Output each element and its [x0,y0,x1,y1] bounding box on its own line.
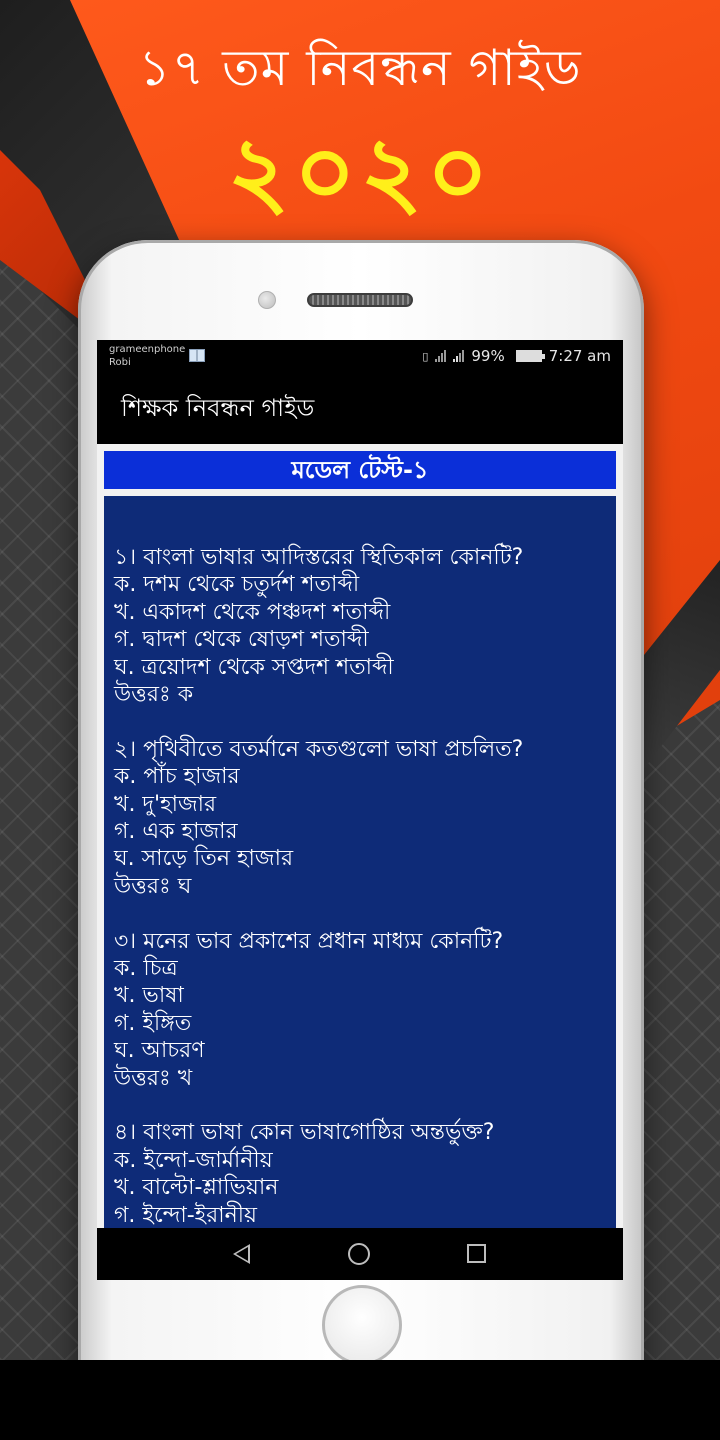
promo-year: ২০২০ [227,116,493,228]
phone-screen [97,340,623,1280]
option-d: ঘ. ত্রয়োদশ থেকে সপ্তদশ শতাব্দী [114,654,394,680]
carrier-name-2: Robi [109,357,131,368]
option-b: খ. বাল্টো-শ্লাভিয়ান [114,1175,279,1201]
option-a: ক. চিত্র [114,956,178,982]
battery-percent: 99% [471,347,505,365]
carrier-info [109,343,185,369]
carrier-name-1: grameenphone [109,344,186,355]
book-notification-icon [189,349,205,362]
signal-icon [435,350,446,362]
front-camera [258,291,276,309]
option-a: ক. দশম থেকে চতুর্দশ শতাব্দী [114,572,360,598]
answer-text: উত্তরঃ খ [114,1065,193,1091]
earpiece-speaker [307,293,413,307]
option-d: ঘ. সাড়ে তিন হাজার [114,846,294,872]
option-c: গ. দ্বাদশ থেকে ষোড়শ শতাব্দী [114,627,369,653]
option-d: ঘ. আচরণ [114,1038,205,1064]
answer-text: উত্তরঃ ঘ [114,873,192,899]
option-a: ক. ইন্দো-জার্মানীয় [114,1147,273,1173]
option-a: ক. পাঁচ হাজার [114,764,240,790]
answer-text: উত্তরঃ ক [114,682,194,708]
option-b: খ. ভাষা [114,983,184,1009]
question-text: ৪। বাংলা ভাষা কোন ভাষাগোষ্ঠির অন্তর্ভুক্ত? [114,1120,495,1146]
question-text: ৩। মনের ভাব প্রকাশের প্রধান মাধ্যম কোনটি? [114,928,504,954]
question-list[interactable] [104,496,616,1228]
vibrate-icon: ▯ [422,349,429,363]
status-indicators [422,346,611,366]
recents-icon[interactable] [467,1244,486,1263]
navigation-bar [97,1228,623,1280]
clock: 7:27 am [548,347,611,365]
question-item [114,544,616,708]
app-title: শিক্ষক নিবন্ধন গাইড [121,394,315,422]
promo-title: ১৭ তম নিবন্ধন গাইড [138,39,582,97]
question-item [114,928,616,1092]
option-c: গ. এক হাজার [114,819,238,845]
app-bar [97,372,623,444]
signal-icon-2 [453,350,464,362]
question-item [114,736,616,900]
status-bar [97,340,623,372]
phone-home-button [322,1285,402,1360]
question-text: ১। বাংলা ভাষার আদিস্তরের স্থিতিকাল কোনটি? [114,545,524,570]
home-icon[interactable] [348,1243,370,1265]
test-heading: মডেল টেস্ট-১ [104,451,616,489]
question-item [114,1119,616,1228]
back-icon[interactable] [233,1244,250,1264]
option-c: গ. ইন্দো-ইরানীয় [114,1202,257,1228]
question-text: ২। পৃথিবীতে বতর্মানে কতগুলো ভাষা প্রচলিত? [114,736,524,762]
option-c: গ. ইঙ্গিত [114,1010,192,1036]
option-b: খ. দু'হাজার [114,791,217,817]
battery-icon [516,350,542,362]
option-b: খ. একাদশ থেকে পঞ্চদশ শতাব্দী [114,599,391,625]
